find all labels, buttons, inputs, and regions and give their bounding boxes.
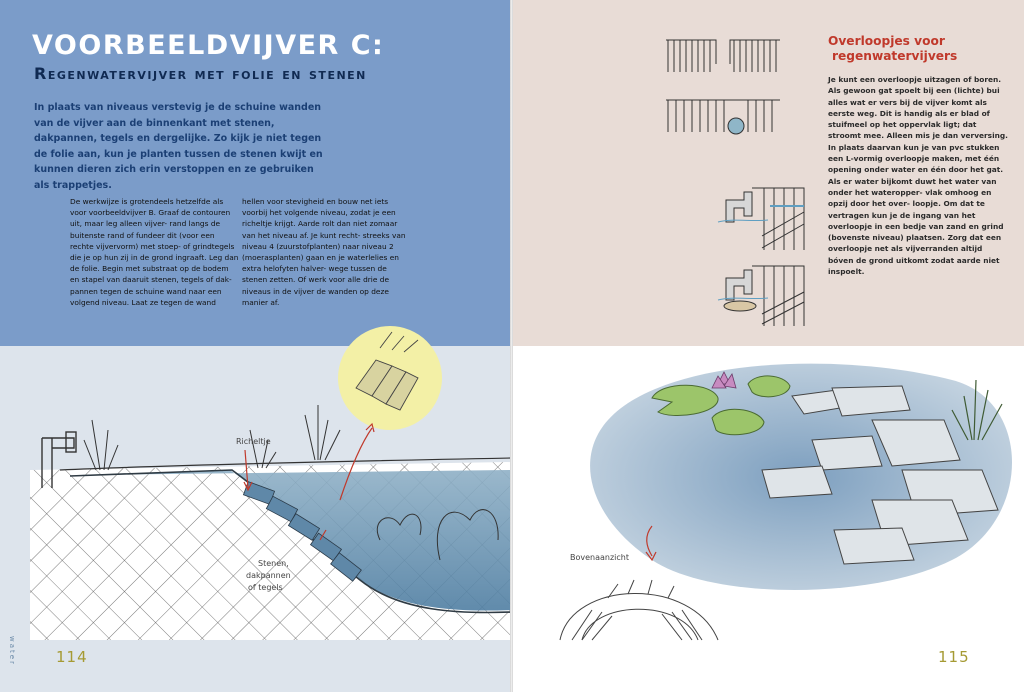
label-bovenaanzicht: Bovenaanzicht: [570, 553, 630, 562]
label-richeltje: Richeltje: [236, 437, 271, 446]
intro-paragraph: In plaats van niveaus verstevig je de schuine wanden van de vijver aan de binnenkant met stenen, dakpannen, tegels en dergelijke. Zo kijk je niet tegen de folie aan, kun je planten tussen de stenen kwijt en kunnen dieren zich erin verstoppen en ze gebruiken als trappetjes.: [34, 102, 323, 191]
page-number-right: 115: [938, 648, 970, 666]
page-subtitle: Regenwatervijver met folie en stenen: [34, 64, 367, 83]
sidebar-body: Je kunt een overloopje uitzagen of boren. Als gewoon gat spoelt bij een (lichte) bui alles wat er vers bij de vijver komt als eerste weg. Dit is handig als er blad of stuifmeel op het oppervlak ligt; dat stroomt mee. Alleen mis je dan verversing. In plaats daarvan kun je van pvc stukken een L-vormig overloopje maken, met één opening onder water en één door het gat. Als er water bijkomt duwt het water van onder het wateropper- vlak omhoog en opzij door het over- loopje. Om dat te vertragen kun je de ingang van het overloopje in een bedje van zand en grind (bovenste niveau) plaatsen. Zorg dat een overloopje net als vijverranden altijd bóven de grond uitkomt zodat aarde niet inspoelt.: [828, 75, 1008, 277]
page-number-left: 114: [56, 648, 88, 666]
pond-stones-illustration: [512, 0, 1024, 692]
body-column-1: De werkwijze is grotendeels hetzelfde als voor voorbeeldvijver B. Graaf de contouren uit, maar leg alleen vijver- rand langs de buitenste rand of fundeer dit (voor een rechte vijvervorm) met stoep- of grindtegels die je op hun zij in de grond ingraaft. Leg dan de folie. Begin met substraat op de bodem en stapel van daaruit stenen, tegels of dak- pannen tegen de schuine wand naar een volgend niveau. Laat ze tegen de wand: [70, 197, 239, 307]
top-view-sketch: [560, 580, 718, 640]
label-stenen-1: Stenen,: [258, 559, 289, 568]
sidebar-title-line-1: Overloopjes voor: [828, 34, 945, 48]
label-stenen-2: dakpannen: [246, 571, 291, 580]
body-column-2: hellen voor stevigheid en bouw net iets voorbij het volgende niveau, zodat je een richeltje krijgt. Aarde rolt dan niet zomaar van het niveau af. Je kunt recht- streeks van niveau 4 (zuurstofplanten) naar niveau 2 (moerasplanten) gaan en je waterlelies en extra helofyten halver- wege tussen de stenen zetten. Of werk voor alle drie de niveaus in de vijver de wanden op deze manier af.: [242, 197, 406, 307]
section-marker: water: [8, 636, 16, 666]
page-title: VOORBEELDVIJVER C:: [32, 30, 385, 61]
sidebar-title-line-2: regenwatervijvers: [832, 49, 958, 63]
book-gutter: [510, 0, 513, 692]
right-page: [512, 0, 1024, 692]
label-stenen-3: of tegels: [248, 583, 283, 592]
